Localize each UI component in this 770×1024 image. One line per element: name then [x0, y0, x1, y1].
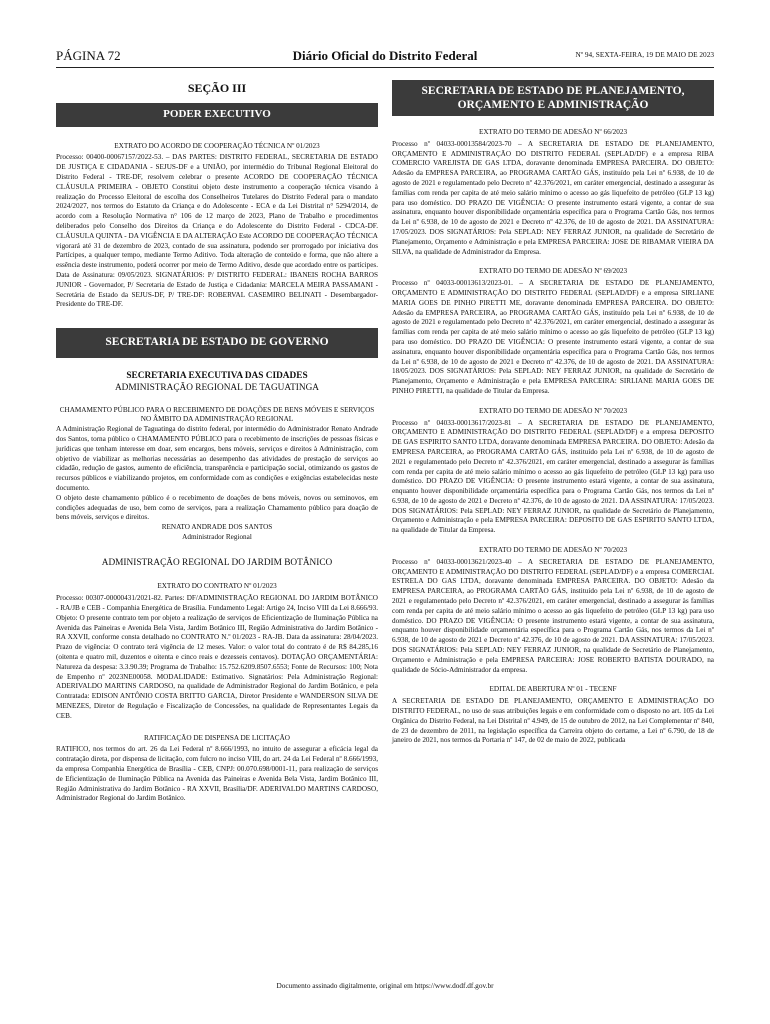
page-number: PÁGINA 72 [56, 48, 121, 63]
adesao-70-body: Processo nº 04033-00013617/2023-81 – A SECRETARIA DE ESTADO DE PLANEJAMENTO, ORÇAMENTO E ADMINISTRAÇÃO DO DISTRITO FEDERAL (SEPLAD/DF) e a empresa DEPOSITO DE GAS ESPIRITO SANTO LTDA, doravante denominada EMPRESA PARCEIRA. DO OBJETO: Adesão da EMPRESA PARCEIRA, ao PROGRAMA CARTÃO GÁS, instituído pela Lei nº 6.938, de 10 de agosto de 2021 e regulamentado pelo Decreto nº 42.376/2021, em caráter emergencial, destinado a assegurar às famílias com renda per capita de até meio salário mínimo o acesso ao gás liquefeito de petróleo (GLP 13 kg) para uso doméstico. DO PRAZO DE VIGÊNCIA: O presente instrumento estará vigente, a contar de sua assinatura, enquanto houver disponibilidade orçamentária específica para o Programa Cartão Gás, nos termos da Lei nº 6.938, de 10 de agosto de 2021 e Decreto nº 42.376, de 10 de agosto de 2021. DA ASSINATURA: 17/05/2023. DOS SIGNATÁRIOS: Pela SEPLAD: NEY FERRAZ JUNIOR, na qualidade de Secretário de Planejamento, Orçamento e Administração e pela EMPRESA PARCEIRA: DEPOSITO DE GAS ESPIRITO SANTO LTDA, na qualidade de Titular da Empresa. [392, 418, 714, 535]
ratificacao-title: RATIFICAÇÃO DE DISPENSA DE LICITAÇÃO [144, 733, 290, 742]
extrato-acordo-body: Processo: 00400-00067157/2022-53. – DAS PARTES: DISTRITO FEDERAL, SECRETARIA DE ESTADO DE JUSTIÇA E CIDADANIA - SEJUS-DF e a UNIÃO, por intermédio do Tribunal Regional Eleitoral do Distrito Federal - TRE-DF, resolvem celebrar o presente ACORDO DE COOPERAÇÃO TÉCNICA CLÁUSULA PRIMEIRA - OBJETO Constitui objeto deste instrumento a cooperação técnica visando à realização do Processo Eleitoral de escolha dos Conselheiros Tutelares do Distrito Federal para o mandato 2024/2027, nos termos do Estatuto da Criança e do Adolescente - ECA e da Lei Distrital n° 5294/2014, de acordo com a Resolução Normativa n° 106 de 12 março de 2023, Plano de Trabalho e procedimentos deliberados pelo Conselho dos Direitos da Criança e do Adolescente do Distrito Federal - CDCA-DF. CLÁUSULA QUINTA - DA VIGÊNCIA E DA ALTERAÇÃO Este ACORDO DE COOPERAÇÃO TÉCNICA vigorará até 31 de dezembro de 2023, contado de sua assinatura, podendo ser prorrogado por iniciativa dos Partícipes, a qualquer tempo, mediante Termo Aditivo. Toda alteração de conteúdo e forma, que não altere a essência deste instrumento, poderá ocorrer por meio de Termo Aditivo, desde que acordado entre os partícipes. Data de Assinatura: 09/05/2023. SIGNATÁRIOS: P/ DISTRITO FEDERAL: IBANEIS ROCHA BARROS JUNIOR - Governador, P/ Secretaria de Estado de Justiça e Cidadania: MARCELA MEIRA PASSAMANI - Secretária de Estado da SEJUS-DF, P/ TRE-DF: ROBERVAL CASEMIRO BELINATI - Desembargador- Presidente do TRE-DF. [56, 153, 378, 309]
subsection-title-jardim-botanico: ADMINISTRAÇÃO REGIONAL DO JARDIM BOTÂNICO [101, 557, 333, 568]
left-column [56, 80, 378, 804]
extrato-acordo-title: EXTRATO DO ACORDO DE COOPERAÇÃO TÉCNICA Nº 01/2023 [114, 141, 320, 150]
contrato-body: Processo: 00307-00000431/2021-82. Partes: DF/ADMINISTRAÇÃO REGIONAL DO JARDIM BOTÂNICO - RA/JB e CEB - Companhia Energética de Brasília. Fundamento Legal: Artigo 24, Inciso VIII da Lei 8.666/93. Objeto: O presente contrato tem por objeto a realização de serviços de Eficientização de Iluminação Pública na Avenida das Paineiras e Avenida Bela Vista, Jardim Botânico III, Região Administrativa do Jardim Botânico - RA XXVII, conforme consta detalhado no CONTRATO N.º 01/2023 - RA-JB. Data da assinatura: 28/04/2023. Prazo de vigência: O contrato terá vigência de 12 meses. Valor: o valor total do contrato é de R$ 84.285,16 (oitenta e quatro mil, duzentos e oitenta e cinco reais e dezesseis centavos). DOTAÇÃO ORÇAMENTÁRIA: Natureza da despesa: 3.3.90.39; Programa de Trabalho: 15.752.6209.8507.6553; Fonte de Recursos: 100; Nota de Empenho nº 2023NE00058. MODALIDADE: Estimativo. Signatários: Pela Administração Regional: ADERIVALDO MARTINS CARDOSO, na qualidade de Administrador Regional do Jardim Botânico, e pela Contratada: EDISON ANTÔNIO COSTA BRITTO GARCIA, Diretor Presidente e WANDERSON SILVA DE MENEZES, Diretor de Regulação e Fiscalização de Concessões, na qualidade de Representantes Legais da CEB. [56, 594, 378, 720]
edital-body: A SECRETARIA DE ESTADO DE PLANEJAMENTO, ORÇAMENTO E ADMINISTRAÇÃO DO DISTRITO FEDERAL, no uso de suas atribuições legais e em conformidade com o disposto no art. 105 da Lei Orgânica do Distrito Federal, na Lei Distrital nº 4.949, de 15 de outubro de 2012, na Lei Complementar nº 840, de 23 de dezembro de 2011, na legislação específica da Carreira objeto do certame, a Lei nº 6.790, de 18 de janeiro de 2021, nos termos da Portaria nº 147, de 02 de maio de 2022, publicada [392, 697, 714, 745]
section-band-governo: SECRETARIA DE ESTADO DE GOVERNO [56, 328, 378, 358]
section-band-poder-executivo: PODER EXECUTIVO [56, 103, 378, 127]
adesao-70b-title: EXTRATO DO TERMO DE ADESÃO Nº 70/2023 [478, 546, 628, 555]
adesao-69-title: EXTRATO DO TERMO DE ADESÃO Nº 69/2023 [478, 267, 628, 276]
header-divider [56, 67, 714, 68]
edital-title: EDITAL DE ABERTURA Nº 01 - TECENF [489, 685, 617, 694]
chamamento-signer-role: Administrador Regional [182, 532, 252, 541]
adesao-70-title: EXTRATO DO TERMO DE ADESÃO Nº 70/2023 [478, 406, 628, 415]
contrato-title: EXTRATO DO CONTRATO Nº 01/2023 [157, 582, 277, 591]
chamamento-body-2: O objeto deste chamamento público é o recebimento de doações de bens móveis, novos ou seminovos, em condições adequadas de uso, bem como de serviços, para a realização Chamamento público para doação de bens móveis, serviços e direitos. [56, 493, 378, 522]
right-column [392, 80, 714, 746]
chamamento-body-1: A Administração Regional de Taguatinga do distrito federal, por intermédio do Administrador Renato Andrade dos Santos, torna público o CHAMAMENTO PÚBLICO para o recebimento de inscrições de pessoas físicas e jurídicas que tenham interesse em doar, sem encargos, bens móveis, serviços e direitos à Administração, com objetivo de viabilizar as melhorias necessárias ao desempenho das atividades de prestação de serviços ao cidadão, redução de gastos, aumento de eficiência, transparência e participação social, otimizando os gastos de recursos públicos e viabilizando projetos, em conformidade com as condições e exigências estabelecidas neste documento. [56, 425, 378, 492]
adesao-70b-body: Processo nº 04033-00013621/2023-40 – A SECRETARIA DE ESTADO DE PLANEJAMENTO, ORÇAMENTO E ADMINISTRAÇÃO DO DISTRITO FEDERAL (SEPLAD/DF) e a empresa COMERCIAL ESTRELA DO GAS LTDA, doravante denominada EMPRESA PARCEIRA. DO OBJETO: Adesão da EMPRESA PARCEIRA, ao PROGRAMA CARTÃO GÁS, instituído pela Lei nº 6.938, de 10 de agosto de 2021 e regulamentado pelo Decreto nº 42.376/2021, em caráter emergencial, destinado a assegurar às famílias com renda per capita de até meio salário mínimo o acesso ao gás liquefeito de petróleo (GLP 13 kg) para uso doméstico. DO PRAZO DE VIGÊNCIA: O presente instrumento estará vigente, a contar de sua assinatura, enquanto houver disponibilidade orçamentária específica para o Programa Cartão Gás, nos termos da Lei nº 6.938, de 10 de agosto de 2021 e Decreto nº 42.376, de 10 de agosto de 2021. DA ASSINATURA: 17/05/2023. DOS SIGNATÁRIOS: Pela SEPLAD: NEY FERRAZ JUNIOR, na qualidade de Secretário de Planejamento, Orçamento e Administração e pela EMPRESA PARCEIRA: JOSE ROBERTO BATISTA DOURADO, na qualidade de Sócio-Administrador da empresa. [392, 557, 714, 674]
section-band-seplad: SECRETARIA DE ESTADO DE PLANEJAMENTO, ORÇAMENTO E ADMINISTRAÇÃO [392, 80, 714, 116]
adesao-69-body: Processo nº 04033-00013613/2023-01. – A SECRETARIA DE ESTADO DE PLANEJAMENTO, ORÇAMENTO E ADMINISTRAÇÃO DO DISTRITO FEDERAL (SEPLAD/DF) e a empresa SIRLIANE MARIA GOES DE PINHO PIRETTI ME, doravante denominada EMPRESA PARCEIRA. DO OBJETO: Adesão da EMPRESA PARCEIRA, ao PROGRAMA CARTÃO GÁS, instituído pela Lei nº 6.938, de 10 de agosto de 2021 e regulamentado pelo Decreto nº 42.376/2021, em caráter emergencial, destinado a assegurar às famílias com renda per capita de até meio salário mínimo o acesso ao gás liquefeito de petróleo (GLP 13 kg) para uso doméstico. DO PRAZO DE VIGÊNCIA: O presente instrumento estará vigente, a contar de sua assinatura, enquanto houver disponibilidade orçamentária específica para o Programa Cartão Gás, nos termos da Lei nº 6.938, de 10 de agosto de 2021 e Decreto nº 42.376, de 10 de agosto de 2021. DA ASSINATURA: 18/05/2023. DOS SIGNATÁRIOS: Pela SEPLAD: NEY FERRAZ JUNIOR, na qualidade de Secretário de Planejamento, Orçamento e Administração e pela EMPRESA PARCEIRA: SIRLIANE MARIA GOES DE PINHO PIRETTI, na qualidade de Titular da Empresa. [392, 279, 714, 395]
journal-title: Diário Oficial do Distrito Federal [292, 48, 478, 63]
footer-note: Documento assinado digitalmente, original em https://www.dodf.df.gov.br [276, 981, 494, 990]
subsection-title-taguatinga: ADMINISTRAÇÃO REGIONAL DE TAGUATINGA [114, 382, 320, 393]
adesao-66-body: Processo nº 04033-00013584/2023-70 – A SECRETARIA DE ESTADO DE PLANEJAMENTO, ORÇAMENTO E ADMINISTRAÇÃO DO DISTRITO FEDERAL (SEPLAD/DF) e a empresa RIBA COMERCIO VAREJISTA DE GAS LTDA, doravante denominada EMPRESA PARCEIRA. DO OBJETO: Adesão da EMPRESA PARCEIRA, ao PROGRAMA CARTÃO GÁS, instituído pela Lei nº 6.938, de 10 de agosto de 2021 e regulamentado pelo Decreto nº 42.376/2021, em caráter emergencial, destinado a assegurar às famílias com renda per capita de até meio salário mínimo o acesso ao gás liquefeito de petróleo (GLP 13 kg) para uso doméstico. DO PRAZO DE VIGÊNCIA: O presente instrumento estará vigente, a contar de sua assinatura, enquanto houver disponibilidade orçamentária específica para o Programa Cartão Gás, nos termos da Lei nº 6.938, de 10 de agosto de 2021 e Decreto nº 42.376, de 10 de agosto de 2021. DA ASSINATURA: 17/05/2023. DOS SIGNATÁRIOS: Pela SEPLAD: NEY FERRAZ JUNIOR, na qualidade de Secretário de Planejamento, Orçamento e Administração e pela EMPRESA PARCEIRA: JOSE DE RIBAMAR VIEIRA DA SILVA, na qualidade de Administrador da Empresa. [392, 139, 714, 256]
section-title: SEÇÃO III [187, 81, 247, 95]
ratificacao-body: RATIFICO, nos termos do art. 26 da Lei Federal nº 8.666/1993, no intuito de assegurar a eficácia legal da contratação direta, por dispensa de licitação, com fulcro no inciso VIII, do art. 24 da Lei Federal nº 8.666/1993, da empresa Companhia Energética de Brasília - CEB, CNPJ: 00.070.698/0001-11, para realização de serviços de Eficientização de Iluminação Pública na Avenida das Paineiras e Avenida Bela Vista, Jardim Botânico III, Região Administrativa do Jardim Botânico - RA XXVII, Brasília/DF. ADERIVALDO MARTINS CARDOSO, Administrador Regional do Jardim Botânico. [56, 745, 378, 803]
subsection-title-cidades: SECRETARIA EXECUTIVA DAS CIDADES [126, 370, 308, 381]
edition-info: Nº 94, SEXTA-FEIRA, 19 DE MAIO DE 2023 [575, 50, 714, 59]
page-header [56, 48, 714, 64]
chamamento-title: CHAMAMENTO PÚBLICO PARA O RECEBIMENTO DE DOAÇÕES DE BENS MÓVEIS E SERVIÇOS NO ÂMBITO DA ADMINISTRAÇÃO REGIONAL [59, 405, 375, 424]
adesao-66-title: EXTRATO DO TERMO DE ADESÃO Nº 66/2023 [478, 128, 628, 136]
chamamento-signer: RENATO ANDRADE DOS SANTOS [161, 523, 273, 532]
